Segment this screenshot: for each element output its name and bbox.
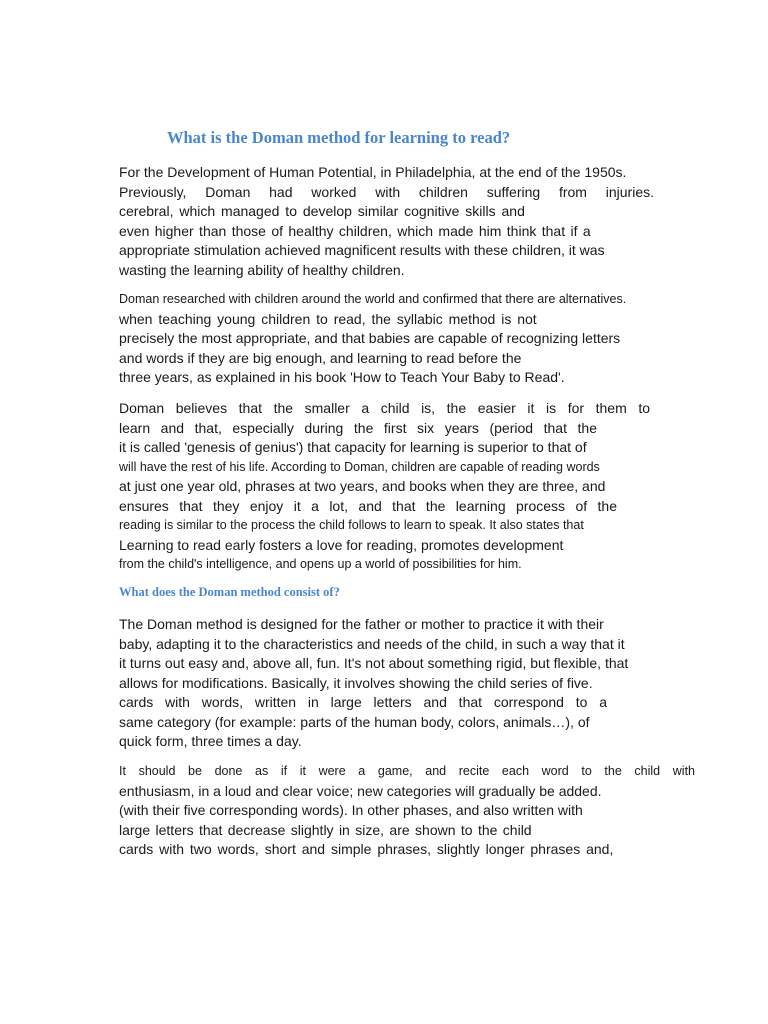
text-line: will have the rest of his life. According to Doman, children are capable of reading words xyxy=(119,459,600,474)
text-line: from the child's intelligence, and opens up a world of possibilities for him. xyxy=(119,557,522,571)
text-line: Previously, Doman had worked with children suffering from injuries. xyxy=(119,183,654,200)
text-line: wasting the learning ability of healthy children. xyxy=(119,261,405,278)
text-line: It should be done as if it were a game, and recite each word to the child with xyxy=(119,764,695,778)
text-line: three years, as explained in his book 'How to Teach Your Baby to Read'. xyxy=(119,369,565,385)
text-line: quick form, three times a day. xyxy=(119,733,302,749)
text-line: The Doman method is designed for the father or mother to practice it with their xyxy=(119,616,604,632)
text-line: at just one year old, phrases at two years, and books when they are three, and xyxy=(119,478,606,494)
text-line: Learning to read early fosters a love for reading, promotes development xyxy=(119,536,564,553)
text-line: precisely the most appropriate, and that babies are capable of recognizing letters xyxy=(119,330,621,346)
text-line: same category (for example: parts of the human body, colors, animals…), of xyxy=(119,713,590,730)
text-line: ensures that they enjoy it a lot, and that the learning process of the xyxy=(119,497,617,514)
text-line: even higher than those of healthy children, which made him think that if a xyxy=(119,222,591,239)
text-line: cards with words, written in large letters and that correspond to a xyxy=(119,694,607,710)
paragraph-4 xyxy=(119,615,697,752)
text-line: cerebral, which managed to develop similar cognitive skills and xyxy=(119,203,525,219)
text-line: appropriate stimulation achieved magnificent results with these children, it was xyxy=(119,242,605,258)
text-line: (with their five corresponding words). In other phases, and also written with xyxy=(119,802,583,818)
text-line: it turns out easy and, above all, fun. It's not about something rigid, but flexible, that xyxy=(119,655,629,671)
text-line: For the Development of Human Potential, in Philadelphia, at the end of the 1950s. xyxy=(119,164,627,180)
section-heading: What does the Doman method consist of? xyxy=(119,585,340,599)
text-line: allows for modifications. Basically, it involves showing the child series of five. xyxy=(119,674,593,691)
paragraph-2 xyxy=(119,290,697,388)
text-line: learn and that, especially during the first six years (period that the xyxy=(119,419,597,436)
text-line: baby, adapting it to the characteristics and needs of the child, in such a way that it xyxy=(119,635,625,652)
text-line: and words if they are big enough, and learning to read before the xyxy=(119,349,522,366)
text-line: enthusiasm, in a loud and clear voice; new categories will gradually be added. xyxy=(119,782,602,799)
paragraph-1 xyxy=(119,163,697,280)
text-line: it is called 'genesis of genius') that capacity for learning is superior to that of xyxy=(119,439,587,455)
paragraph-3 xyxy=(119,399,697,575)
text-line: when teaching young children to read, the syllabic method is not xyxy=(119,310,537,327)
text-line: large letters that decrease slightly in size, are shown to the child xyxy=(119,821,532,838)
page-title: What is the Doman method for learning to read? xyxy=(167,128,511,147)
text-line: Doman believes that the smaller a child is, the easier it is for them to xyxy=(119,400,650,416)
text-line: Doman researched with children around the world and confirmed that there are alternatives. xyxy=(119,292,627,306)
text-line: cards with two words, short and simple phrases, slightly longer phrases and, xyxy=(119,841,614,857)
text-line: reading is similar to the process the child follows to learn to speak. It also states that xyxy=(119,518,584,532)
paragraph-5 xyxy=(119,762,697,860)
